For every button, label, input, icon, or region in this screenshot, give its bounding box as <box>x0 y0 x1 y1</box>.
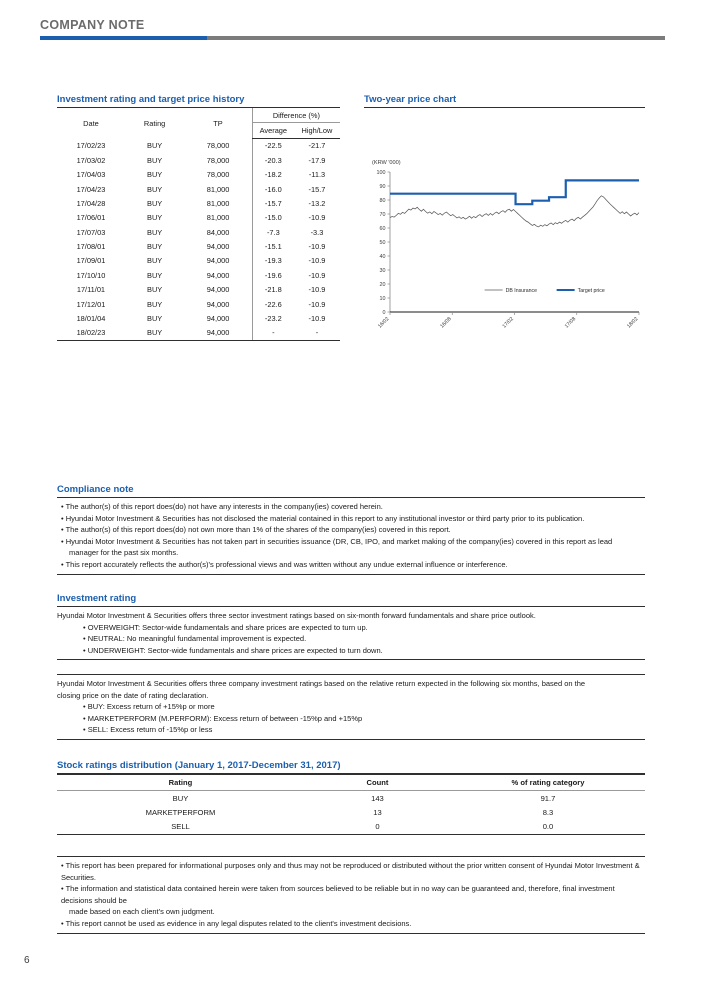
cell-tp: 94,000 <box>206 313 230 323</box>
cell-average: -16.0 <box>252 182 294 196</box>
chart-series <box>390 180 639 226</box>
cell-tp: 84,000 <box>206 227 230 237</box>
dist-col-count: Count <box>304 775 451 791</box>
cell-percent: 91.7 <box>540 793 556 803</box>
cell-tp: 81,000 <box>206 184 230 194</box>
table-row <box>57 138 340 153</box>
disclaimer-block <box>57 856 645 934</box>
cell-tp: 78,000 <box>206 155 230 165</box>
col-rating: Rating <box>125 108 184 139</box>
cell-tp: 78,000 <box>206 170 230 180</box>
dist-col-rating: Rating <box>57 775 304 791</box>
note-line: • The author(s) of this report does(do) not have any interests in the company(ies) covered herein. <box>61 502 383 511</box>
cell-rating: BUY <box>147 184 163 194</box>
cell-rating: BUY <box>125 326 184 341</box>
cell-count: 143 <box>371 793 384 803</box>
note-line: • Hyundai Motor Investment & Securities has not disclosed the material contained in this report to any institutional investor or third party prior to its publication. <box>61 513 585 523</box>
ratings-distribution-table <box>57 774 645 835</box>
cell-tp: 94,000 <box>206 299 230 309</box>
note-line: manager for the past six months. <box>69 548 179 558</box>
cell-average: -20.3 <box>252 153 294 167</box>
legend-label: DB Insurance <box>505 288 538 294</box>
compliance-note-block <box>57 484 645 575</box>
cell-tp: 94,000 <box>206 256 230 266</box>
cell-rating: BUY <box>147 285 163 295</box>
x-tick-label: 16/08 <box>439 316 453 330</box>
y-tick-label: 60 <box>379 226 386 232</box>
note-line: made based on each client's own judgment. <box>69 907 215 917</box>
series-target-price <box>390 180 639 204</box>
cell-average: -23.2 <box>252 311 294 325</box>
note-line: • BUY: Excess return of +15%p or more <box>83 702 215 712</box>
y-tick-label: 20 <box>379 282 386 288</box>
col-average: Average <box>252 123 294 138</box>
price-chart-panel <box>364 94 645 362</box>
note-line: • This report cannot be used as evidence in any legal disputes related to the client's investment decisions. <box>61 918 412 928</box>
cell-rating: BUY <box>147 256 163 266</box>
chart-legend <box>485 288 605 294</box>
x-tick-label: 17/02 <box>501 316 515 330</box>
table-row <box>57 153 340 167</box>
page-number: 6 <box>24 955 30 966</box>
cell-high-low: -13.2 <box>308 198 326 208</box>
cell-tp: 81,000 <box>206 213 230 223</box>
y-tick-label: 100 <box>376 170 386 176</box>
cell-percent: 0.0 <box>451 819 645 834</box>
table-row <box>57 168 340 182</box>
legend-label: Target price <box>577 288 605 294</box>
ratings-distribution-block <box>57 760 645 835</box>
x-tick-label: 18/02 <box>625 316 640 330</box>
cell-tp: 78,000 <box>206 141 230 151</box>
cell-rating: BUY <box>147 227 163 237</box>
cell-date: 17/04/23 <box>76 184 106 194</box>
cell-date: 17/10/10 <box>76 270 106 280</box>
note-line: • The author(s) of this report does(do) not own more than 1% of the shares of the company(ies) covered in this report. <box>61 525 451 535</box>
cell-average: -18.2 <box>252 168 294 182</box>
cell-date: 17/08/01 <box>76 242 106 252</box>
cell-rating: BUY <box>147 155 163 165</box>
cell-date: 17/02/23 <box>76 141 106 151</box>
x-tick-label: 16/02 <box>376 316 391 330</box>
table-row <box>57 182 340 196</box>
header-divider-gray <box>207 36 665 40</box>
sector-rating-lines <box>57 607 645 660</box>
cell-high-low: - <box>294 326 340 341</box>
cell-date: 18/02/23 <box>57 326 125 341</box>
y-tick-label: 80 <box>379 198 386 204</box>
company-intro-2: closing price on the date of rating declaration. <box>57 690 209 700</box>
cell-date: 17/12/01 <box>76 299 106 309</box>
table-row <box>57 211 340 225</box>
header-divider <box>40 36 665 40</box>
cell-high-low: -21.7 <box>308 141 326 151</box>
chart-y-axis <box>377 170 391 316</box>
cell-high-low: -10.9 <box>308 213 326 223</box>
note-line: • This report has been prepared for informational purposes only and thus may not be reproduced or distributed without the prior written consent of Hyundai Motor Investment & Securities. <box>61 861 640 882</box>
cell-date: 17/09/01 <box>76 256 106 266</box>
table-row <box>57 196 340 210</box>
dist-header-row <box>57 775 645 791</box>
cell-count: 13 <box>373 807 382 817</box>
cell-average: - <box>252 326 294 341</box>
note-line: • SELL: Excess return of -15%p or less <box>83 725 213 735</box>
chart-x-axis <box>377 312 640 330</box>
note-line: • MARKETPERFORM (M.PERFORM): Excess return of between -15%p and +15%p <box>83 713 363 723</box>
cell-rating: MARKETPERFORM <box>145 807 216 817</box>
cell-tp: 94,000 <box>206 242 230 252</box>
cell-high-low: -10.9 <box>308 270 326 280</box>
rating-history-title: Investment rating and target price history <box>57 94 245 105</box>
cell-count: 0 <box>304 819 451 834</box>
price-chart-svg <box>364 114 645 362</box>
note-line: • UNDERWEIGHT: Sector-wide fundamentals and share prices are expected to turn down. <box>83 645 383 655</box>
cell-date: 17/04/03 <box>76 170 106 180</box>
rating-history-body <box>57 138 340 340</box>
cell-rating: BUY <box>147 170 163 180</box>
table-row <box>57 239 340 253</box>
cell-average: -21.8 <box>252 283 294 297</box>
page-header <box>40 18 665 40</box>
cell-high-low: -17.9 <box>308 155 326 165</box>
cell-percent: 8.3 <box>542 807 554 817</box>
cell-date: 17/11/01 <box>76 285 106 295</box>
cell-high-low: -15.7 <box>308 184 326 194</box>
cell-average: -19.3 <box>252 254 294 268</box>
cell-tp: 94,000 <box>206 285 230 295</box>
table-header-row-1 <box>57 108 340 123</box>
table-row <box>57 268 340 282</box>
table-row <box>57 225 340 239</box>
investment-rating-title: Investment rating <box>57 593 645 607</box>
y-tick-label: 90 <box>379 184 386 190</box>
cell-high-low: -10.9 <box>308 313 326 323</box>
page-title: COMPANY NOTE <box>40 18 145 32</box>
cell-tp: 94,000 <box>184 326 252 341</box>
cell-high-low: -10.9 <box>308 299 326 309</box>
ratings-distribution-body <box>57 791 645 835</box>
cell-tp: 94,000 <box>206 270 230 280</box>
cell-average: -15.7 <box>252 196 294 210</box>
table-row <box>57 297 340 311</box>
cell-high-low: -11.3 <box>308 170 326 180</box>
y-tick-label: 30 <box>379 268 386 274</box>
note-line: • This report accurately reflects the author(s)'s professional views and was written without any undue external influence or interference. <box>61 559 508 569</box>
compliance-note-lines <box>57 498 645 575</box>
compliance-note-title: Compliance note <box>57 484 645 498</box>
cell-average: -7.3 <box>252 225 294 239</box>
note-line: • The information and statistical data contained herein were taken from sources believed to be reliable but in no way can be guaranteed and, therefore, final investment decisions should be <box>61 884 615 905</box>
price-chart-area <box>364 114 645 362</box>
table-row <box>57 791 645 806</box>
cell-high-low: -3.3 <box>310 227 324 237</box>
note-line: • NEUTRAL: No meaningful fundamental improvement is expected. <box>83 634 307 644</box>
sector-intro: Hyundai Motor Investment & Securities offers three sector investment ratings based on six-month forward fundamentals and share price outlook. <box>57 611 536 620</box>
note-line: • Hyundai Motor Investment & Securities has not taken part in securities issuance (DR, CB, IPO, and market making of the company(ies) covered in this report as lead <box>61 536 613 546</box>
cell-date: 17/03/02 <box>76 155 106 165</box>
cell-rating: BUY <box>172 793 189 803</box>
cell-date: 17/04/28 <box>76 198 106 208</box>
investment-rating-block <box>57 593 645 660</box>
cell-average: -22.5 <box>252 138 294 153</box>
cell-rating: BUY <box>147 198 163 208</box>
price-chart-title: Two-year price chart <box>364 94 645 108</box>
table-row <box>57 311 340 325</box>
cell-average: -15.0 <box>252 211 294 225</box>
y-tick-label: 10 <box>379 296 386 302</box>
header-divider-blue <box>40 36 207 40</box>
cell-high-low: -10.9 <box>308 256 326 266</box>
col-date: Date <box>57 108 125 139</box>
col-tp: TP <box>184 108 252 139</box>
table-row <box>57 819 645 834</box>
ratings-distribution-title: Stock ratings distribution (January 1, 2017-December 31, 2017) <box>57 760 645 774</box>
table-row <box>57 254 340 268</box>
table-row <box>57 283 340 297</box>
table-row <box>57 805 645 819</box>
y-tick-label: 40 <box>379 254 386 260</box>
company-intro-1: Hyundai Motor Investment & Securities offers three company investment ratings based on the relative return expected in the following six months, based on the <box>57 679 586 688</box>
cell-date: 17/06/01 <box>76 213 106 223</box>
table-row <box>57 326 340 341</box>
cell-date: 17/07/03 <box>76 227 106 237</box>
y-tick-label: 70 <box>379 212 386 218</box>
cell-average: -15.1 <box>252 239 294 253</box>
cell-rating: SELL <box>57 819 304 834</box>
cell-date: 18/01/04 <box>76 313 106 323</box>
y-tick-label: 50 <box>379 240 386 246</box>
dist-col-percent: % of rating category <box>451 775 645 791</box>
cell-rating: BUY <box>147 270 163 280</box>
cell-rating: BUY <box>147 213 163 223</box>
cell-rating: BUY <box>147 313 163 323</box>
cell-rating: BUY <box>147 242 163 252</box>
y-tick-label: 0 <box>382 310 386 316</box>
col-high-low: High/Low <box>294 123 340 138</box>
company-rating-lines <box>57 674 645 740</box>
cell-rating: BUY <box>147 299 163 309</box>
col-difference: Difference (%) <box>252 108 340 123</box>
chart-unit-label: (KRW '000) <box>372 160 401 166</box>
note-line: • OVERWEIGHT: Sector-wide fundamentals and share prices are expected to turn up. <box>83 622 368 632</box>
disclaimer-lines <box>57 856 645 934</box>
x-tick-label: 17/08 <box>563 316 578 330</box>
cell-average: -22.6 <box>252 297 294 311</box>
cell-high-low: -10.9 <box>308 285 326 295</box>
rating-history-panel <box>57 94 340 341</box>
rating-history-table <box>57 107 340 341</box>
cell-rating: BUY <box>147 141 163 151</box>
company-rating-block <box>57 674 645 740</box>
cell-average: -19.6 <box>252 268 294 282</box>
cell-tp: 81,000 <box>206 198 230 208</box>
cell-high-low: -10.9 <box>308 242 326 252</box>
